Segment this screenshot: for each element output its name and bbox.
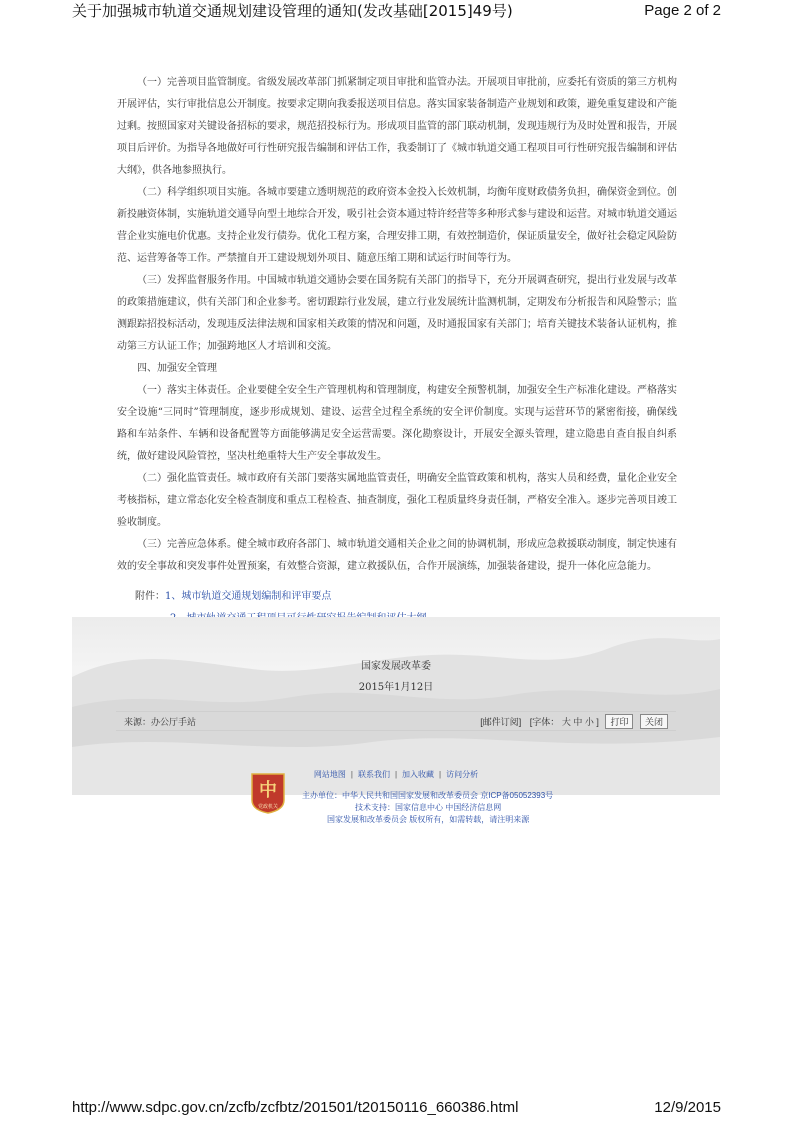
article-paragraph: （三）发挥监督服务作用。中国城市轨道交通协会要在国务院有关部门的指导下，充分开展调查研究，提出行业发展与改革的政策措施建议，供有关部门和企业参考。密切跟踪行业发展，建立行业发展统计监测机制，定期发布分析报告和风险警示；监测跟踪招投标活动，发现违反法律法规和国家相关政策的情况和问题，及时通报国家有关部门；培育关键技术装备认证机构，推动第三方认证工作；加强跨地区人才培训和交流。: [117, 275, 677, 352]
footer-link-favorite[interactable]: 加入收藏: [402, 770, 435, 779]
signature-banner: [72, 617, 720, 795]
signature-date: 2015年1月12日: [358, 682, 434, 693]
footer-sponsor: 主办单位：中华人民共和国国家发展和改革委员会 京ICP备05052393号: [302, 791, 554, 800]
document-title: 关于加强城市轨道交通规划建设管理的通知(发改基础[2015]49号): [72, 2, 513, 20]
article-paragraph: （一）落实主体责任。企业要健全安全生产管理机构和管理制度，构建安全预警机制，加强安全生产标准化建设。严格落实安全设施“三同时”管理制度，逐步形成规划、建设、运营全过程全系统的安全评价制度。实现与运营环节的紧密衔接，确保线路和车站条件、车辆和设备配置等方面能够满足安全运营需要。深化勘察设计，开展安全源头管理，建立隐患自查自报自纠系统，做好建设风险管控，坚决杜绝重特大生产安全事故发生。: [117, 385, 677, 462]
footer-link-contact[interactable]: 联系我们: [357, 770, 390, 779]
footer-link-sitemap[interactable]: 网站地图: [313, 770, 346, 779]
footer-tech-support: 技术支持：国家信息中心 中国经济信息网: [355, 803, 502, 812]
footer-copyright: 国家发展和改革委员会 版权所有，如需转载，请注明来源: [327, 815, 530, 824]
source-label: 来源：办公厅手站: [124, 717, 197, 727]
print-button[interactable]: 打印: [605, 714, 633, 729]
footer-links: 网站地图 | 联系我们 | 加入收藏 | 访问分析: [313, 770, 479, 779]
attachments: [135, 588, 331, 606]
badge-text: 党政机关: [257, 804, 279, 810]
footer-link-stats[interactable]: 访问分析: [446, 770, 479, 779]
print-url: http://www.sdpc.gov.cn/zcfb/zcfbtz/201501/t20150116_660386.html: [72, 1099, 519, 1116]
attachment-link-1[interactable]: 1、城市轨道交通规划编制和评审要点: [165, 591, 332, 602]
svg-text:中: 中: [259, 780, 277, 801]
close-button[interactable]: 关闭: [640, 714, 668, 729]
page-number: Page 2 of 2: [644, 2, 721, 19]
article-paragraph: （一）完善项目监管制度。省级发展改革部门抓紧制定项目审批和监管办法。开展项目审批前，应委托有资质的第三方机构开展评估，实行审批信息公开制度。按要求定期向我委报送项目信息。落实国家装备制造产业规划和政策，避免重复建设和产能过剩。按照国家对关键设备招标的要求，规范招投标行为。形成项目监管的部门联动机制，发现违规行为及时处置和报告，开展项目后评价。为指导各地做好可行性研究报告编制和评估工作，我委制订了《城市轨道交通工程项目可行性研究报告编制和评估大纲》，供各地参照执行。: [117, 77, 677, 176]
signature-org: 国家发展改革委: [361, 661, 431, 672]
mail-subscribe-link[interactable]: [邮件订阅]: [480, 717, 522, 727]
font-medium-link[interactable]: 中: [573, 717, 583, 727]
party-government-badge-icon[interactable]: [249, 772, 287, 814]
section-heading: 四、加强安全管理: [137, 363, 217, 374]
article-paragraph: （二）科学组织项目实施。各城市要建立透明规范的政府资本金投入长效机制，均衡年度财政债务负担，确保资金到位。创新投融资体制，实施轨道交通导向型土地综合开发，吸引社会资本通过特许经营等多种形式参与建设和运营。对城市轨道交通运营企业实施电价优惠。支持企业发行债券。优化工程方案，合理安排工期，有效控制造价，保证质量安全，做好社会稳定风险防范、运营筹备等工作。严禁擅自开工建设规划外项目、随意压缩工期和试运行时间等行为。: [117, 187, 677, 264]
print-date: 12/9/2015: [654, 1099, 721, 1116]
source-toolbar: [116, 711, 676, 731]
font-large-link[interactable]: 大: [561, 717, 571, 727]
article-paragraph: （三）完善应急体系。健全城市政府各部门、城市轨道交通相关企业之间的协调机制，形成应急救援联动制度，制定快速有效的安全事故和突发事件处置预案，有效整合资源，建立救援队伍，合作开展演练，加强装备建设，提升一体化应急能力。: [117, 539, 677, 572]
font-small-link[interactable]: 小: [584, 717, 594, 727]
article-paragraph: （二）强化监管责任。城市政府有关部门要落实属地监管责任，明确安全监管政策和机构，落实人员和经费，量化企业安全考核指标，建立常态化安全检查制度和重点工程检查、抽查制度，强化工程质量终身责任制，严格安全准入。逐步完善项目竣工验收制度。: [117, 473, 677, 528]
font-size-label: [字体：: [529, 717, 560, 727]
font-size-close: ]: [596, 717, 599, 727]
attachment-label: 附件：: [135, 591, 165, 602]
article-body: [117, 72, 677, 578]
